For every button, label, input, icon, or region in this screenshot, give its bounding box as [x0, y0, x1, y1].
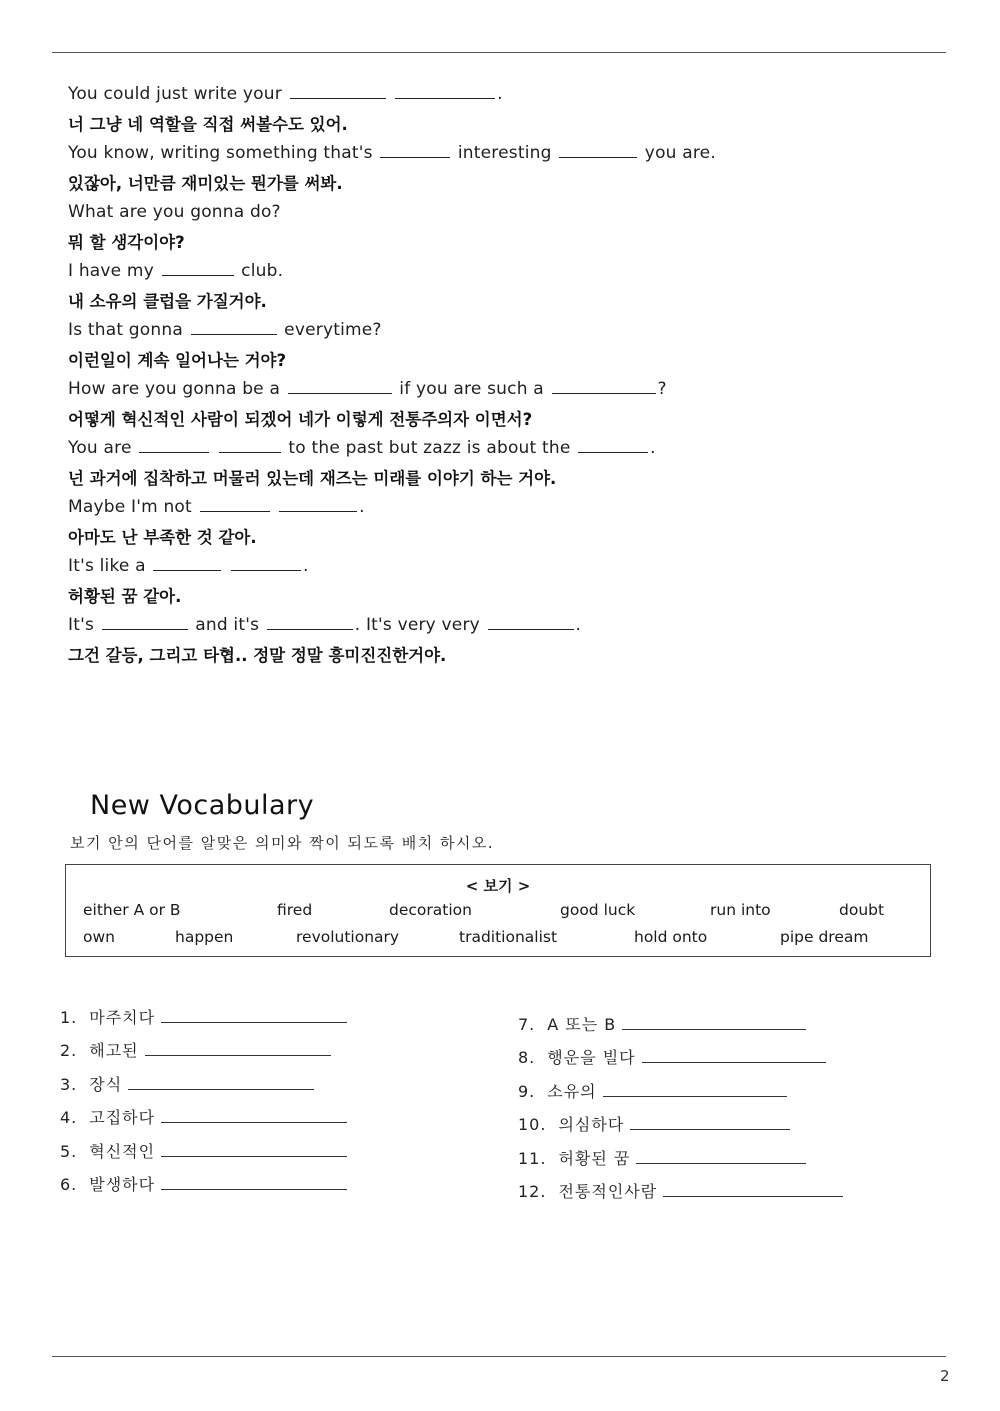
sentence-text: You could just write your: [68, 84, 288, 104]
word-bank-item: traditionalist: [459, 928, 558, 946]
word-bank-item: fired: [277, 901, 313, 919]
dialogue-exercise: [68, 80, 928, 670]
sentence-text: [272, 497, 278, 517]
word-bank-item: own: [83, 928, 115, 946]
korean-translation: [68, 582, 928, 612]
question-number: 9.: [518, 1081, 536, 1101]
fill-in-blank[interactable]: [380, 139, 450, 158]
questions-left-column: [60, 1004, 460, 1204]
fill-in-blank[interactable]: [200, 493, 270, 512]
word-bank-item: either A or B: [83, 901, 181, 919]
question-item: [60, 1138, 460, 1171]
fill-in-blank[interactable]: [288, 375, 392, 394]
word-bank-row-2: [66, 928, 930, 950]
question-text: A 또는 B: [547, 1015, 617, 1034]
fill-in-blank[interactable]: [290, 80, 386, 99]
sentence-text: .: [303, 556, 309, 576]
sentence-text: . It's very very: [354, 615, 486, 635]
english-sentence: [68, 80, 928, 110]
sentence-text: if you are such a: [393, 379, 550, 399]
sentence-text: 허황된 꿈 같아.: [68, 586, 182, 606]
answer-blank[interactable]: [161, 1004, 347, 1023]
sentence-text: 너 그냥 네 역할을 직접 써볼수도 있어.: [68, 114, 348, 134]
answer-blank[interactable]: [128, 1071, 314, 1090]
answer-blank[interactable]: [161, 1104, 347, 1123]
question-item: [60, 1037, 460, 1070]
question-number: 10.: [518, 1115, 547, 1135]
bottom-rule: [52, 1356, 946, 1357]
page-number: 2: [940, 1367, 950, 1385]
fill-in-blank[interactable]: [153, 552, 221, 571]
question-item: [518, 1111, 918, 1144]
question-text: 전통적인사람: [558, 1181, 658, 1201]
question-item: [518, 1044, 918, 1077]
answer-blank[interactable]: [145, 1037, 331, 1056]
fill-in-blank[interactable]: [279, 493, 357, 512]
question-item: [60, 1104, 460, 1137]
answer-blank[interactable]: [642, 1044, 826, 1063]
vocabulary-title: New Vocabulary: [90, 790, 315, 821]
sentence-text: interesting: [452, 143, 558, 163]
english-sentence: [68, 257, 928, 287]
korean-translation: [68, 287, 928, 317]
answer-blank[interactable]: [622, 1011, 806, 1030]
sentence-text: 이런일이 계속 일어나는 거야?: [68, 350, 287, 370]
sentence-text: 어떻게 혁신적인 사람이 되겠어 네가 이렇게 전통주의자 이면서?: [68, 409, 533, 429]
sentence-text: club.: [235, 261, 284, 281]
sentence-text: to the past but zazz is about the: [282, 438, 577, 458]
word-bank-item: pipe dream: [780, 928, 869, 946]
sentence-text: [388, 84, 394, 104]
fill-in-blank[interactable]: [102, 611, 188, 630]
question-item: [518, 1011, 918, 1044]
answer-blank[interactable]: [161, 1171, 347, 1190]
english-sentence: [68, 316, 928, 346]
question-item: [60, 1071, 460, 1104]
fill-in-blank[interactable]: [219, 434, 281, 453]
question-number: 11.: [518, 1148, 547, 1168]
question-item: [60, 1171, 460, 1204]
korean-translation: [68, 523, 928, 553]
question-item: [518, 1178, 918, 1211]
korean-translation: [68, 110, 928, 140]
question-text: 발생하다: [89, 1174, 156, 1194]
word-bank-item: doubt: [839, 901, 885, 919]
question-text: 혁신적인: [89, 1141, 156, 1161]
english-sentence: [68, 552, 928, 582]
question-number: 1.: [60, 1008, 78, 1027]
fill-in-blank[interactable]: [552, 375, 656, 394]
questions-right-column: [518, 1011, 918, 1211]
fill-in-blank[interactable]: [488, 611, 574, 630]
question-number: 7.: [518, 1015, 536, 1034]
word-bank-item: good luck: [560, 901, 636, 919]
sentence-text: .: [359, 497, 365, 517]
sentence-text: 그건 갈등, 그리고 타협.. 정말 정말 흥미진진한거야.: [68, 645, 447, 665]
answer-blank[interactable]: [161, 1138, 347, 1157]
word-bank-item: decoration: [389, 901, 472, 919]
korean-translation: [68, 228, 928, 258]
question-text: 허황된 꿈: [558, 1148, 631, 1168]
top-rule: [52, 52, 946, 53]
sentence-text: You know, writing something that's: [68, 143, 379, 163]
sentence-text: How are you gonna be a: [68, 379, 286, 399]
english-sentence: [68, 493, 928, 523]
sentence-text: Maybe I'm not: [68, 497, 198, 517]
english-sentence: [68, 611, 928, 641]
english-sentence: [68, 198, 928, 228]
sentence-text: Is that gonna: [68, 320, 189, 340]
sentence-text: I have my: [68, 261, 160, 281]
korean-translation: [68, 169, 928, 199]
sentence-text: ?: [657, 379, 667, 399]
sentence-text: everytime?: [278, 320, 382, 340]
question-text: 소유의: [547, 1081, 597, 1101]
sentence-text: 아마도 난 부족한 것 같아.: [68, 527, 257, 547]
question-number: 4.: [60, 1108, 78, 1128]
korean-translation: [68, 641, 928, 671]
word-bank-title: < 보기 >: [465, 877, 531, 895]
question-number: 12.: [518, 1181, 547, 1201]
question-text: 고집하다: [89, 1108, 156, 1128]
english-sentence: [68, 434, 928, 464]
sentence-text: [211, 438, 217, 458]
sentence-text: [223, 556, 229, 576]
answer-blank[interactable]: [663, 1178, 843, 1197]
english-sentence: [68, 375, 928, 405]
fill-in-blank[interactable]: [559, 139, 637, 158]
question-number: 2.: [60, 1041, 78, 1061]
sentence-text: .: [497, 84, 503, 104]
word-bank-item: revolutionary: [296, 928, 400, 946]
question-text: 마주치다: [89, 1008, 156, 1027]
fill-in-blank[interactable]: [191, 316, 277, 335]
sentence-text: What are you gonna do?: [68, 202, 281, 222]
question-item: [518, 1078, 918, 1111]
question-text: 행운을 빌다: [547, 1048, 636, 1068]
sentence-text: 있잖아, 너만큼 재미있는 뭔가를 써봐.: [68, 173, 343, 193]
word-bank-item: happen: [175, 928, 234, 946]
question-text: 의심하다: [558, 1115, 625, 1135]
question-item: [518, 1145, 918, 1178]
korean-translation: [68, 464, 928, 494]
answer-blank[interactable]: [630, 1111, 790, 1130]
fill-in-blank[interactable]: [231, 552, 301, 571]
question-number: 6.: [60, 1174, 78, 1194]
fill-in-blank[interactable]: [162, 257, 234, 276]
sentence-text: 내 소유의 클럽을 가질거야.: [68, 291, 267, 311]
fill-in-blank[interactable]: [578, 434, 648, 453]
vocabulary-instruction: 보기 안의 단어를 알맞은 의미와 짝이 되도록 배치 하시오.: [70, 834, 495, 852]
sentence-text: It's: [68, 615, 100, 635]
word-bank-row-1: [66, 901, 930, 923]
question-item: [60, 1004, 460, 1037]
sentence-text: You are: [68, 438, 138, 458]
answer-blank[interactable]: [636, 1145, 806, 1164]
word-bank-item: run into: [710, 901, 771, 919]
english-sentence: [68, 139, 928, 169]
sentence-text: you are.: [639, 143, 716, 163]
fill-in-blank[interactable]: [139, 434, 209, 453]
question-text: 장식: [89, 1074, 123, 1094]
korean-translation: [68, 346, 928, 376]
question-number: 5.: [60, 1141, 78, 1161]
sentence-text: .: [575, 615, 582, 635]
sentence-text: 넌 과거에 집착하고 머물러 있는데 재즈는 미래를 이야기 하는 거야.: [68, 468, 557, 488]
answer-blank[interactable]: [603, 1078, 787, 1097]
fill-in-blank[interactable]: [267, 611, 353, 630]
question-number: 3.: [60, 1074, 78, 1094]
sentence-text: 뭐 할 생각이야?: [68, 232, 185, 252]
fill-in-blank[interactable]: [395, 80, 495, 99]
question-text: 해고된: [89, 1041, 139, 1061]
sentence-text: and it's: [189, 615, 265, 635]
word-bank-item: hold onto: [634, 928, 708, 946]
korean-translation: [68, 405, 928, 435]
question-number: 8.: [518, 1048, 536, 1068]
sentence-text: It's like a: [68, 556, 152, 576]
word-bank-box: [65, 864, 931, 957]
sentence-text: .: [650, 438, 656, 458]
